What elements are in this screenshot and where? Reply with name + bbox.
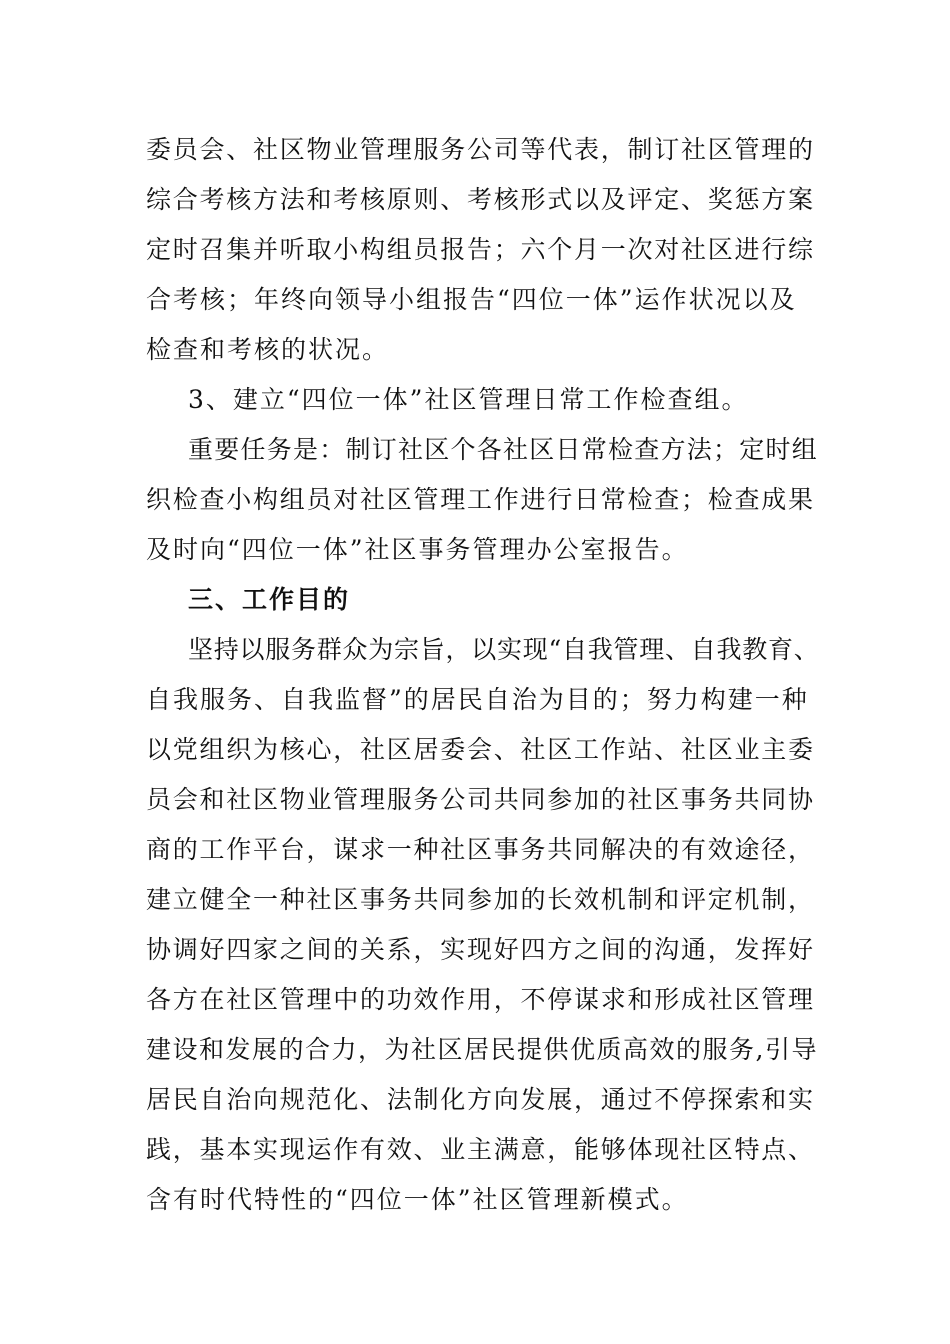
text-line: 织检查小构组员对社区管理工作进行日常检查；检查成果 xyxy=(146,485,815,514)
text-line: 重要任务是：制订社区个各社区日常检查方法；定时组 xyxy=(188,435,819,464)
text-line: 居民自治向规范化、法制化方向发展，通过不停探索和实 xyxy=(146,1085,815,1114)
text-line: 商的工作平台，谋求一种社区事务共同解决的有效途径， xyxy=(146,835,815,864)
text-line: 自我服务、自我监督”的居民自治为目的；努力构建一种 xyxy=(146,685,809,714)
text-line: 及时向“四位一体”社区事务管理办公室报告。 xyxy=(146,535,689,564)
text-line: 员会和社区物业管理服务公司共同参加的社区事务共同协 xyxy=(146,785,815,814)
text-line: 含有时代特性的“四位一体”社区管理新模式。 xyxy=(146,1185,689,1214)
section-heading: 三、工作目的 xyxy=(188,585,351,614)
text-line: 合考核；年终向领导小组报告“四位一体”运作状况以及 xyxy=(146,285,797,314)
text-line: 协调好四家之间的关系，实现好四方之间的沟通，发挥好 xyxy=(146,935,815,964)
text-line: 定时召集并听取小构组员报告；六个月一次对社区进行综 xyxy=(146,235,815,264)
text-line: 以党组织为核心，社区居委会、社区工作站、社区业主委 xyxy=(146,735,815,764)
section-item-heading: 3、建立“四位一体”社区管理日常工作检查组。 xyxy=(188,385,749,414)
text-line: 坚持以服务群众为宗旨，以实现“自我管理、自我教育、 xyxy=(188,635,820,664)
text-line: 检查和考核的状况。 xyxy=(146,335,390,364)
text-line: 各方在社区管理中的功效作用，不停谋求和形成社区管理 xyxy=(146,985,815,1014)
text-line: 委员会、社区物业管理服务公司等代表，制订社区管理的 xyxy=(146,135,815,164)
text-line: 建设和发展的合力，为社区居民提供优质高效的服务,引导 xyxy=(146,1035,818,1064)
text-line: 综合考核方法和考核原则、考核形式以及评定、奖惩方案 xyxy=(146,185,815,214)
text-line: 践，基本实现运作有效、业主满意，能够体现社区特点、 xyxy=(146,1135,815,1164)
text-line: 建立健全一种社区事务共同参加的长效机制和评定机制， xyxy=(146,885,815,914)
